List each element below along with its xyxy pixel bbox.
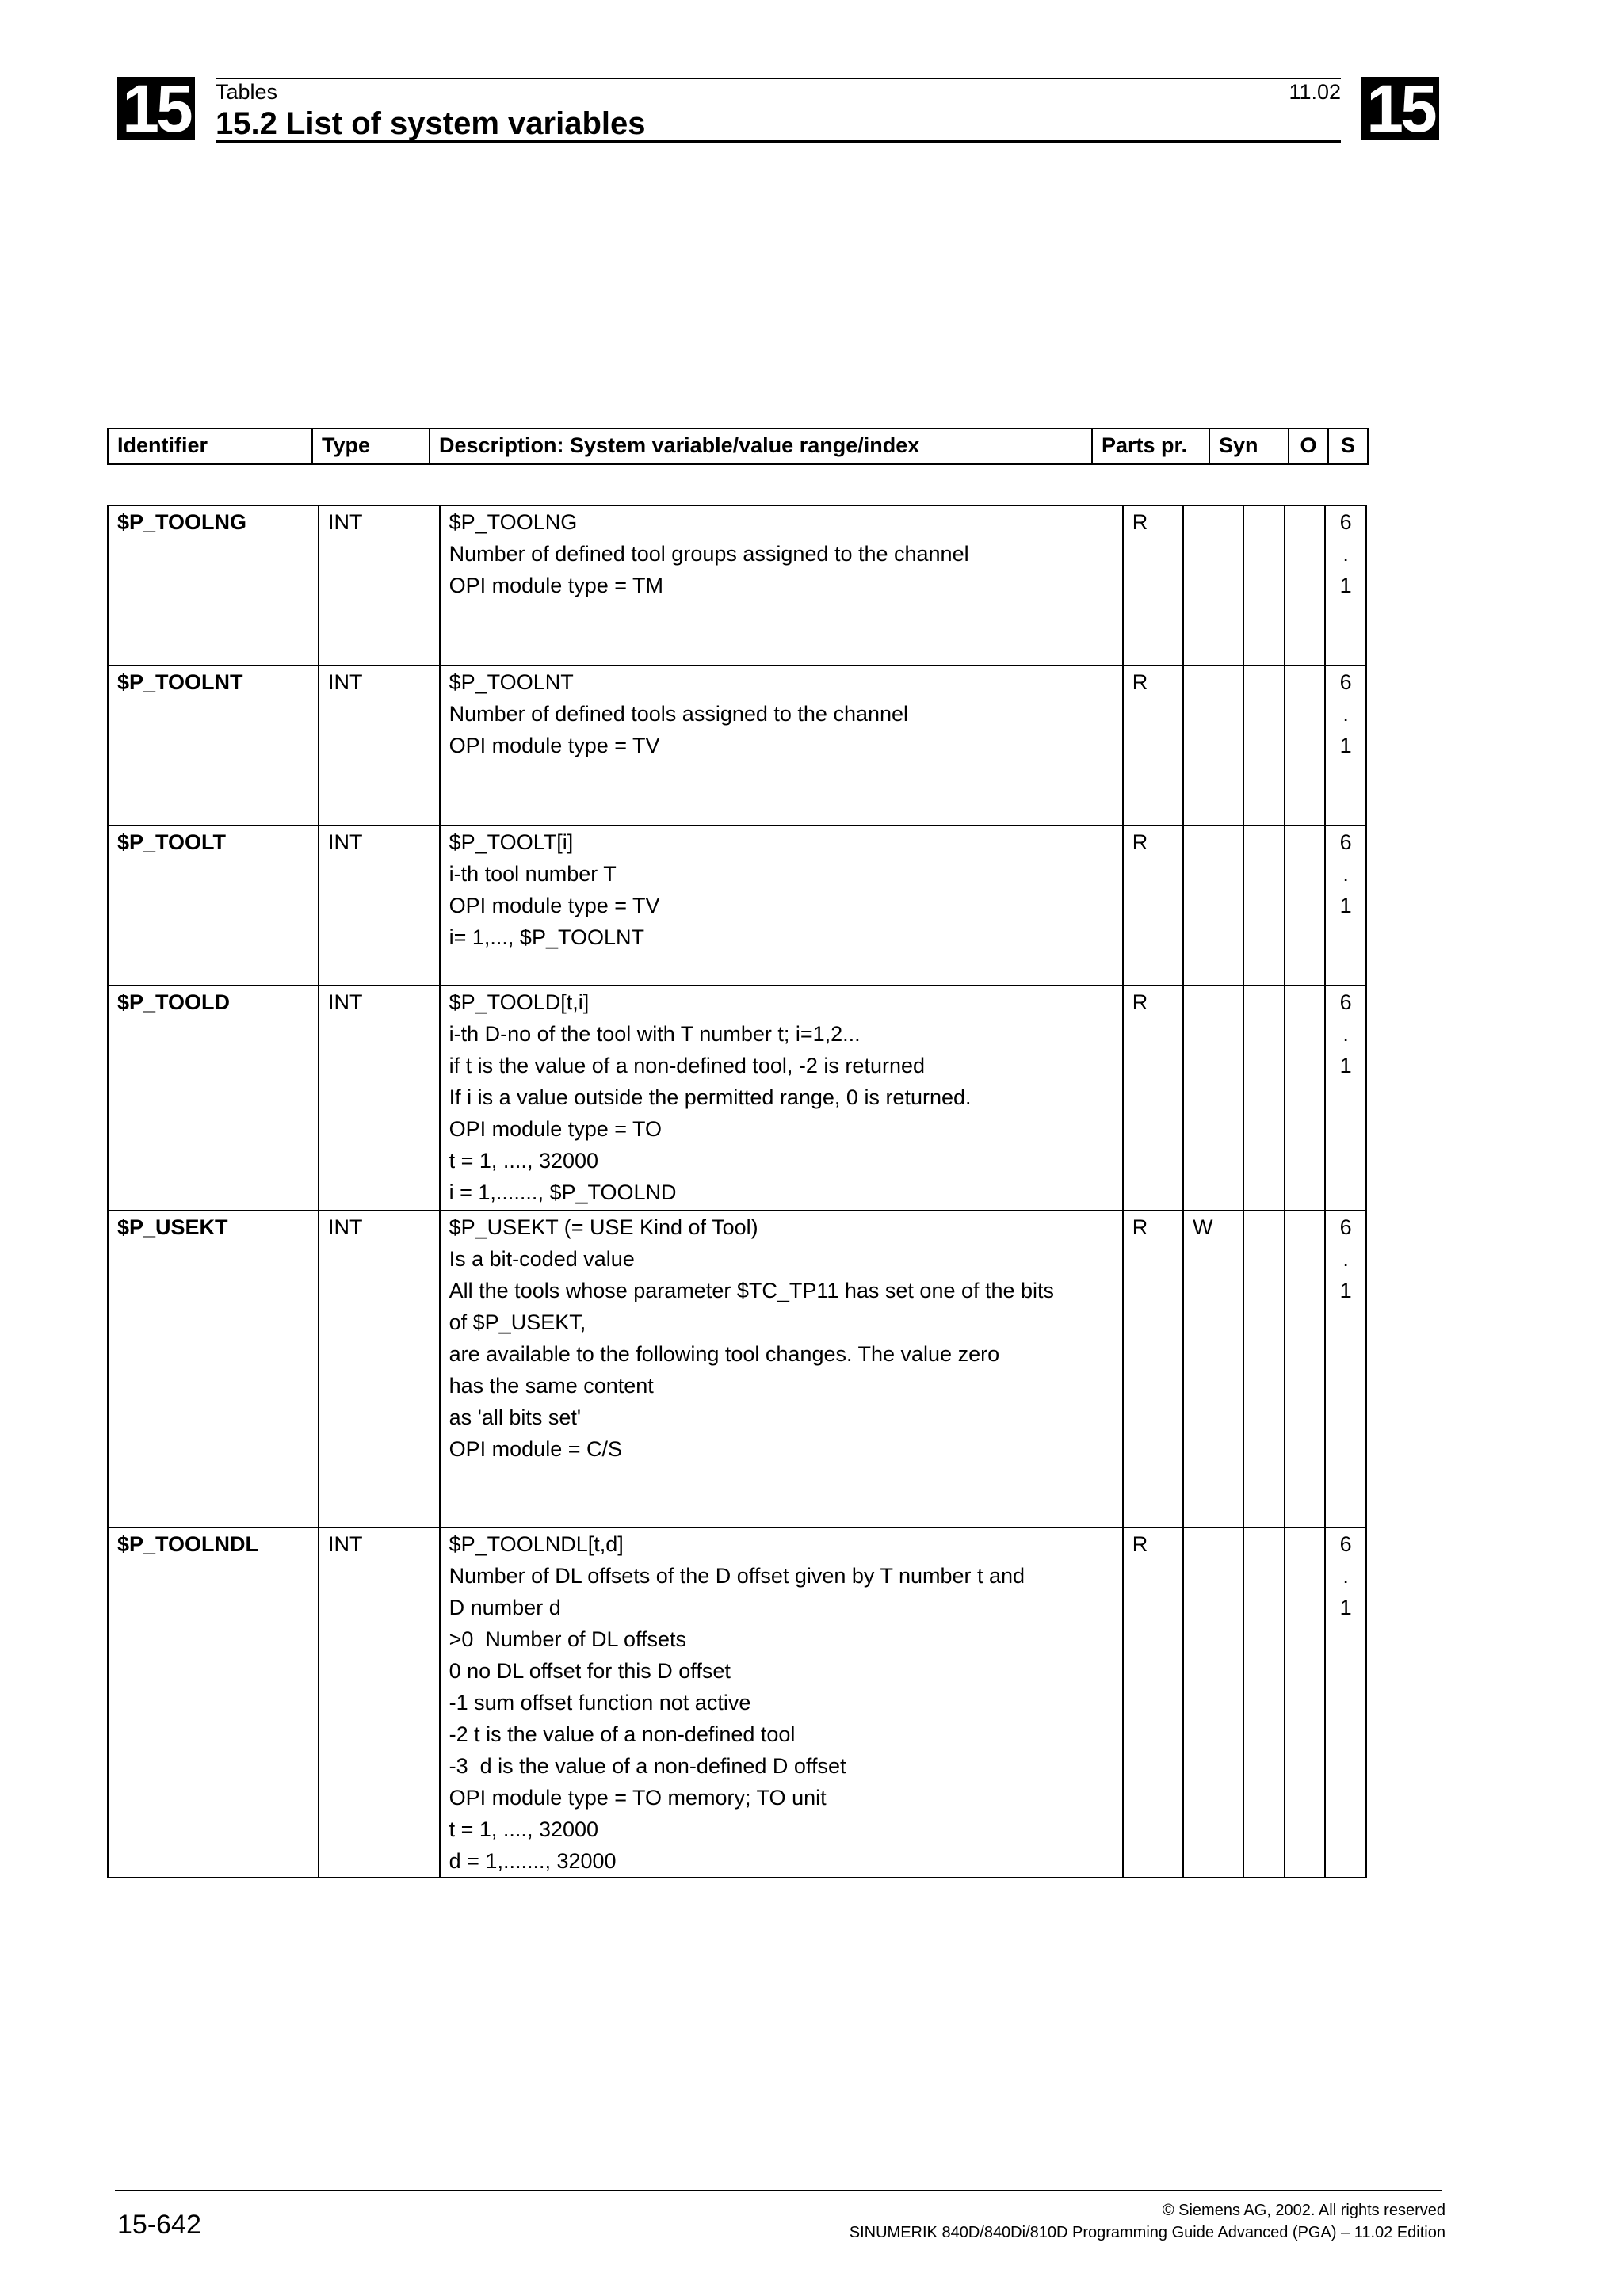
type-cell: INT xyxy=(319,1527,440,1878)
s-char: 6 xyxy=(1339,510,1352,534)
description-line: Number of DL offsets of the D offset given by T number t and xyxy=(449,1564,1025,1588)
table-row xyxy=(108,986,1366,1211)
header-rule-bottom xyxy=(216,140,1341,143)
description-line: t = 1, ...., 32000 xyxy=(449,1149,599,1173)
col-description: Description: System variable/value range/index xyxy=(430,429,1092,464)
o-cell xyxy=(1285,1527,1326,1878)
description-line: Number of defined tool groups assigned to the channel xyxy=(449,542,969,566)
description-line: -3 d is the value of a non-defined D offset xyxy=(449,1754,846,1778)
parts-read-cell: R xyxy=(1123,986,1183,1211)
table-row xyxy=(108,666,1366,826)
description-line: $P_TOOLNG xyxy=(449,510,578,534)
s-char: . xyxy=(1342,542,1349,566)
description-line: >0 Number of DL offsets xyxy=(449,1627,687,1651)
description-line: OPI module = C/S xyxy=(449,1437,622,1461)
description-cell xyxy=(440,1527,1123,1878)
section-label: Tables xyxy=(216,80,278,104)
description-line: OPI module type = TO memory; TO unit xyxy=(449,1786,827,1810)
o-cell xyxy=(1285,986,1326,1211)
col-s: S xyxy=(1328,429,1368,464)
s-cell xyxy=(1325,505,1366,666)
type-cell: INT xyxy=(319,826,440,986)
chapter-number-left: 15 xyxy=(117,77,195,140)
parts-read-cell: R xyxy=(1123,826,1183,986)
edition-label: 11.02 xyxy=(1289,80,1341,104)
system-variables-table xyxy=(107,505,1367,1878)
description-cell xyxy=(440,826,1123,986)
s-char: . xyxy=(1342,862,1349,886)
s-char: . xyxy=(1342,1022,1349,1046)
s-cell xyxy=(1325,666,1366,826)
description-cell xyxy=(440,666,1123,826)
o-cell xyxy=(1285,505,1326,666)
type-cell: INT xyxy=(319,666,440,826)
identifier-cell: $P_TOOLNT xyxy=(108,666,319,826)
manual-title: SINUMERIK 840D/840Di/810D Programming Guide Advanced (PGA) – 11.02 Edition xyxy=(849,2224,1445,2241)
syn-cell xyxy=(1243,986,1285,1211)
description-line: D number d xyxy=(449,1596,561,1619)
column-header-row xyxy=(108,429,1368,464)
table-row xyxy=(108,505,1366,666)
page-number: 15-642 xyxy=(117,2210,201,2240)
description-cell xyxy=(440,1211,1123,1527)
header-rule-top xyxy=(216,78,1341,79)
parts-read-cell: R xyxy=(1123,505,1183,666)
description-line: are available to the following tool changes. The value zero xyxy=(449,1342,1000,1366)
syn-cell xyxy=(1243,1211,1285,1527)
type-cell: INT xyxy=(319,986,440,1211)
s-char: 6 xyxy=(1339,1532,1352,1556)
parts-write-cell xyxy=(1183,1527,1243,1878)
s-cell xyxy=(1325,986,1366,1211)
description-line: OPI module type = TV xyxy=(449,894,660,917)
description-line: OPI module type = TM xyxy=(449,574,664,597)
s-char: 1 xyxy=(1339,1596,1352,1619)
s-cell xyxy=(1325,1527,1366,1878)
description-cell xyxy=(440,986,1123,1211)
s-char: . xyxy=(1342,1564,1349,1588)
s-char: 1 xyxy=(1339,1054,1352,1077)
identifier-cell: $P_TOOLNDL xyxy=(108,1527,319,1878)
identifier-cell: $P_TOOLD xyxy=(108,986,319,1211)
s-char: 1 xyxy=(1339,1279,1352,1302)
description-line: i= 1,..., $P_TOOLNT xyxy=(449,925,644,949)
s-char: 1 xyxy=(1339,734,1352,757)
s-char: 6 xyxy=(1339,670,1352,694)
s-char: 6 xyxy=(1339,1215,1352,1239)
s-cell xyxy=(1325,1211,1366,1527)
identifier-cell: $P_TOOLT xyxy=(108,826,319,986)
type-cell: INT xyxy=(319,505,440,666)
syn-cell xyxy=(1243,505,1285,666)
description-line: OPI module type = TO xyxy=(449,1117,663,1141)
parts-write-cell xyxy=(1183,666,1243,826)
table-row xyxy=(108,1527,1366,1878)
description-line: $P_TOOLNT xyxy=(449,670,574,694)
parts-write-cell xyxy=(1183,826,1243,986)
table-row xyxy=(108,1211,1366,1527)
syn-cell xyxy=(1243,666,1285,826)
parts-read-cell: R xyxy=(1123,666,1183,826)
o-cell xyxy=(1285,1211,1326,1527)
description-line: Is a bit-coded value xyxy=(449,1247,635,1271)
description-line: -2 t is the value of a non-defined tool xyxy=(449,1722,796,1746)
description-line: $P_TOOLNDL[t,d] xyxy=(449,1532,624,1556)
syn-cell xyxy=(1243,826,1285,986)
description-line: of $P_USEKT, xyxy=(449,1310,586,1334)
copyright-notice: © Siemens AG, 2002. All rights reserved xyxy=(1162,2202,1445,2219)
s-char: 1 xyxy=(1339,574,1352,597)
col-o: O xyxy=(1289,429,1328,464)
s-char: 1 xyxy=(1339,894,1352,917)
description-line: i = 1,......., $P_TOOLND xyxy=(449,1180,677,1204)
s-char: . xyxy=(1342,1247,1349,1271)
s-char: 6 xyxy=(1339,830,1352,854)
description-line: $P_TOOLD[t,i] xyxy=(449,990,590,1014)
description-line: i-th tool number T xyxy=(449,862,617,886)
description-line: i-th D-no of the tool with T number t; i=1,2... xyxy=(449,1022,861,1046)
parts-read-cell: R xyxy=(1123,1527,1183,1878)
page-title: 15.2 List of system variables xyxy=(216,106,646,141)
syn-cell xyxy=(1243,1527,1285,1878)
column-header-table xyxy=(107,428,1369,465)
description-line: All the tools whose parameter $TC_TP11 has set one of the bits xyxy=(449,1279,1055,1302)
description-line: has the same content xyxy=(449,1374,654,1398)
description-line: as 'all bits set' xyxy=(449,1405,582,1429)
col-identifier: Identifier xyxy=(108,429,312,464)
col-syn: Syn xyxy=(1209,429,1289,464)
description-line: $P_USEKT (= USE Kind of Tool) xyxy=(449,1215,758,1239)
s-char: 6 xyxy=(1339,990,1352,1014)
description-line: Number of defined tools assigned to the channel xyxy=(449,702,909,726)
description-line: t = 1, ...., 32000 xyxy=(449,1817,599,1841)
col-type: Type xyxy=(312,429,430,464)
description-line: $P_TOOLT[i] xyxy=(449,830,574,854)
s-cell xyxy=(1325,826,1366,986)
s-char: . xyxy=(1342,702,1349,726)
col-parts-pr: Parts pr. xyxy=(1092,429,1209,464)
description-line: 0 no DL offset for this D offset xyxy=(449,1659,731,1683)
footer-rule xyxy=(115,2190,1442,2191)
type-cell: INT xyxy=(319,1211,440,1527)
parts-write-cell xyxy=(1183,505,1243,666)
description-line: -1 sum offset function not active xyxy=(449,1691,751,1714)
parts-write-cell: W xyxy=(1183,1211,1243,1527)
o-cell xyxy=(1285,666,1326,826)
identifier-cell: $P_USEKT xyxy=(108,1211,319,1527)
table-row xyxy=(108,826,1366,986)
description-line: d = 1,......., 32000 xyxy=(449,1849,617,1873)
identifier-cell: $P_TOOLNG xyxy=(108,505,319,666)
description-line: OPI module type = TV xyxy=(449,734,660,757)
parts-write-cell xyxy=(1183,986,1243,1211)
description-line: If i is a value outside the permitted range, 0 is returned. xyxy=(449,1085,972,1109)
description-cell xyxy=(440,505,1123,666)
o-cell xyxy=(1285,826,1326,986)
chapter-number-right: 15 xyxy=(1361,77,1439,140)
description-line: if t is the value of a non-defined tool, -2 is returned xyxy=(449,1054,925,1077)
parts-read-cell: R xyxy=(1123,1211,1183,1527)
